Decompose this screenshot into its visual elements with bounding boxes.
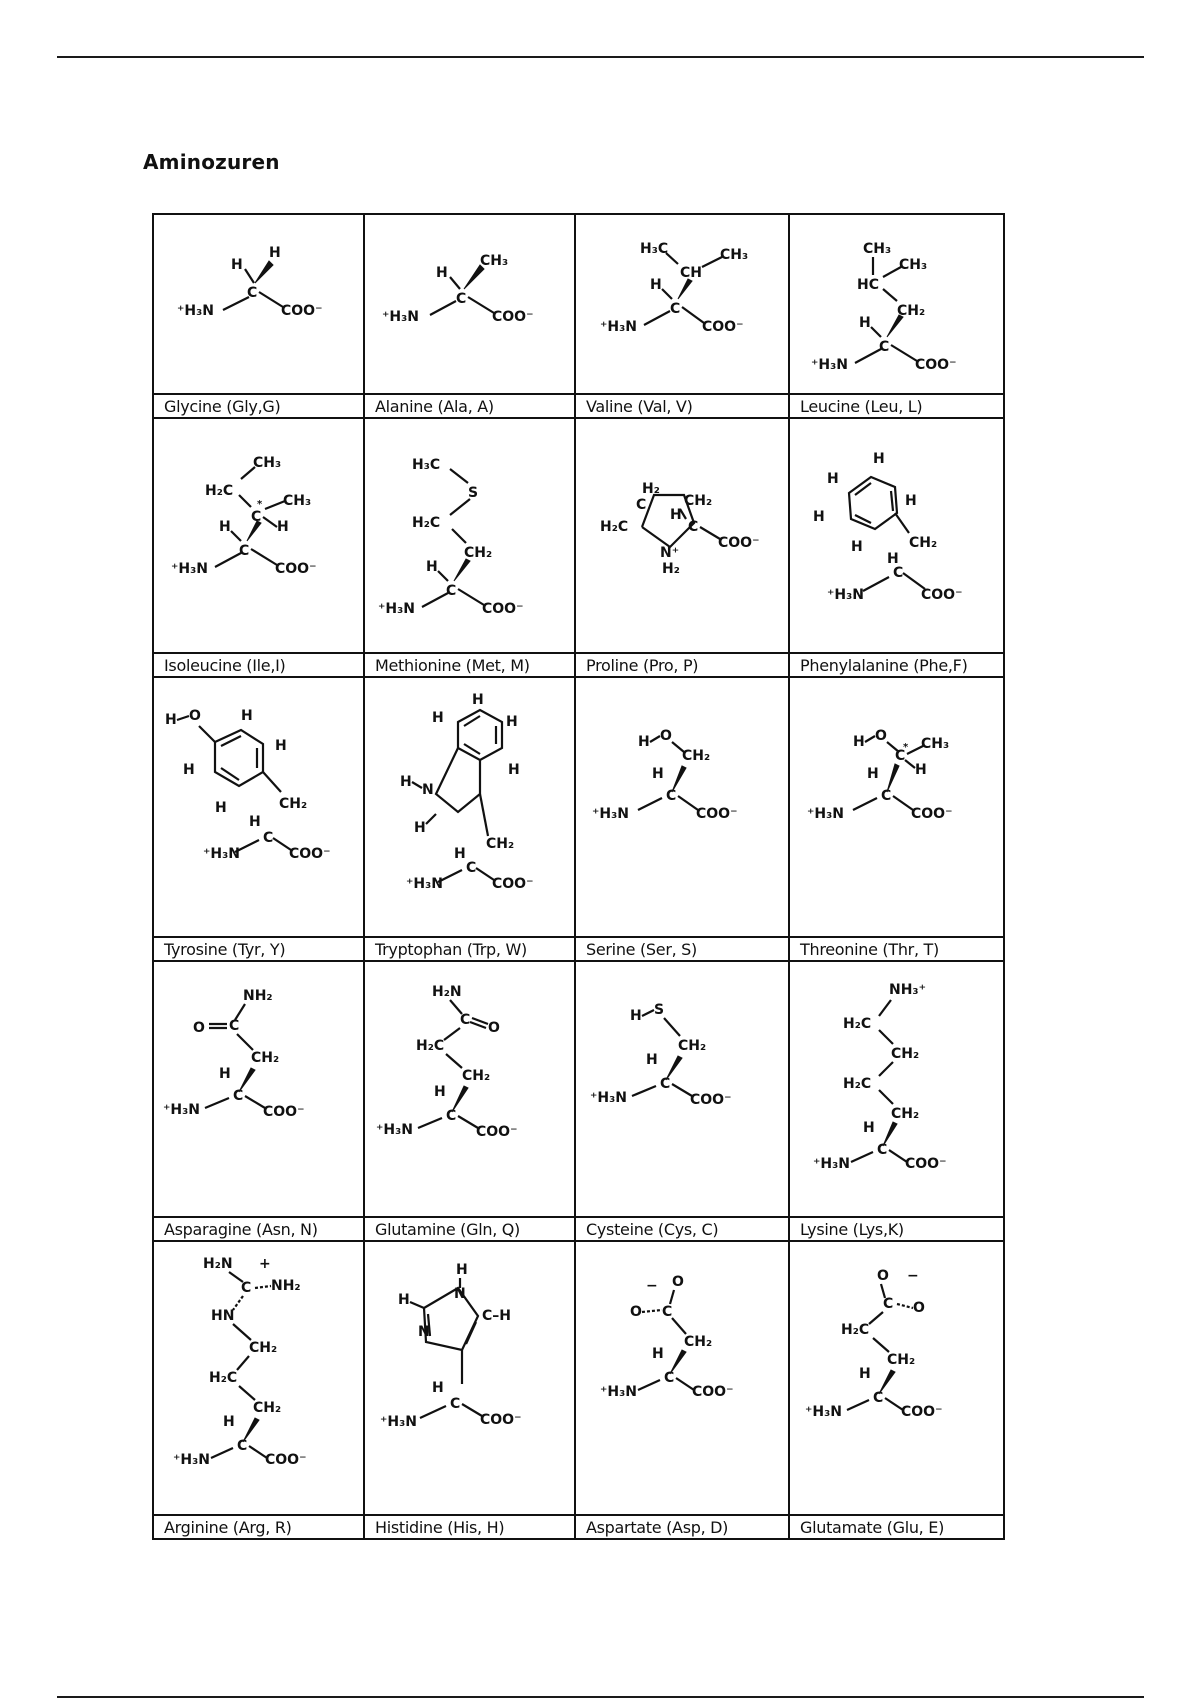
svg-text:CH₂: CH₂ xyxy=(248,1340,277,1356)
svg-text:−: − xyxy=(646,1278,658,1294)
svg-text:H₂C: H₂C xyxy=(842,1076,871,1092)
svg-text:C: C xyxy=(636,497,647,513)
svg-text:C: C xyxy=(880,788,891,804)
svg-text:N: N xyxy=(453,1286,466,1302)
svg-text:CH₂: CH₂ xyxy=(684,1334,713,1350)
amino-acid-table xyxy=(152,213,1005,1540)
svg-text:H: H xyxy=(652,1346,664,1362)
svg-text:⁺H₃N: ⁺H₃N xyxy=(826,587,864,603)
svg-text:COO⁻: COO⁻ xyxy=(718,535,760,551)
structure-glycine xyxy=(153,214,364,394)
label-arginine: Arginine (Arg, R) xyxy=(153,1515,364,1539)
svg-text:C: C xyxy=(236,1438,247,1454)
svg-text:C: C xyxy=(892,565,903,581)
svg-text:COO⁻: COO⁻ xyxy=(690,1092,732,1108)
structure-glutamine xyxy=(364,961,575,1217)
svg-text:C–H: C–H xyxy=(481,1308,511,1324)
svg-text:CH₂: CH₂ xyxy=(278,796,307,812)
page-heading: Aminozuren xyxy=(143,150,280,174)
svg-text:⁺H₃N: ⁺H₃N xyxy=(600,1384,637,1400)
svg-text:H: H xyxy=(652,766,664,782)
svg-text:O: O xyxy=(876,1268,889,1284)
svg-text:H₂C: H₂C xyxy=(415,1038,444,1054)
svg-text:CH₂: CH₂ xyxy=(890,1046,919,1062)
svg-text:CH₃: CH₃ xyxy=(479,253,508,269)
svg-text:⁺H₃N: ⁺H₃N xyxy=(162,1102,200,1118)
svg-text:COO⁻: COO⁻ xyxy=(491,309,533,325)
svg-text:CH₃: CH₃ xyxy=(920,736,949,752)
label-glutamate: Glutamate (Glu, E) xyxy=(789,1515,1004,1539)
svg-text:COO⁻: COO⁻ xyxy=(914,357,956,373)
footer-rule xyxy=(57,1696,1144,1698)
svg-text:COO⁻: COO⁻ xyxy=(274,561,316,577)
svg-text:C: C xyxy=(232,1088,243,1104)
svg-text:CH₂: CH₂ xyxy=(682,748,711,764)
svg-text:N⁺: N⁺ xyxy=(660,545,680,561)
svg-text:H: H xyxy=(425,559,438,575)
svg-text:H: H xyxy=(182,762,195,778)
svg-text:O: O xyxy=(630,1304,642,1320)
svg-text:C: C xyxy=(449,1396,460,1412)
svg-text:CH₂: CH₂ xyxy=(908,535,937,551)
svg-text:H₂C: H₂C xyxy=(204,483,233,499)
svg-text:NH₃⁺: NH₃⁺ xyxy=(888,982,926,998)
svg-text:CH₂: CH₂ xyxy=(896,303,925,319)
svg-text:H: H xyxy=(670,507,682,523)
svg-text:H: H xyxy=(435,265,448,281)
label-threonine: Threonine (Thr, T) xyxy=(789,937,1004,961)
structure-histidine xyxy=(364,1241,575,1515)
svg-text:COO⁻: COO⁻ xyxy=(262,1104,304,1120)
svg-text:COO⁻: COO⁻ xyxy=(481,601,523,617)
svg-text:H: H xyxy=(240,708,253,724)
svg-text:CH₂: CH₂ xyxy=(463,545,492,561)
structure-leucine xyxy=(789,214,1004,394)
label-histidine: Histidine (His, H) xyxy=(364,1515,575,1539)
svg-text:⁺H₃N: ⁺H₃N xyxy=(804,1404,842,1420)
label-proline: Proline (Pro, P) xyxy=(575,653,789,677)
svg-text:⁺H₃N: ⁺H₃N xyxy=(170,561,208,577)
label-isoleucine: Isoleucine (Ile,I) xyxy=(153,653,364,677)
structure-threonine xyxy=(789,677,1004,937)
svg-text:H₂C: H₂C xyxy=(208,1370,237,1386)
svg-text:C: C xyxy=(878,339,889,355)
svg-text:H₂C: H₂C xyxy=(842,1016,871,1032)
structure-tyrosine xyxy=(153,677,364,937)
svg-text:C: C xyxy=(445,1108,456,1124)
svg-text:H: H xyxy=(858,1366,871,1382)
label-alanine: Alanine (Ala, A) xyxy=(364,394,575,418)
svg-text:H: H xyxy=(218,1066,231,1082)
svg-text:O: O xyxy=(672,1274,684,1290)
label-glycine: Glycine (Gly,G) xyxy=(153,394,364,418)
svg-text:H: H xyxy=(886,551,899,567)
structure-phenylalanine xyxy=(789,418,1004,653)
structure-aspartate xyxy=(575,1241,789,1515)
svg-text:COO⁻: COO⁻ xyxy=(910,806,952,822)
svg-text:⁺H₃N: ⁺H₃N xyxy=(377,601,415,617)
svg-text:O: O xyxy=(912,1300,925,1316)
svg-text:COO⁻: COO⁻ xyxy=(702,319,744,335)
svg-text:H: H xyxy=(852,734,865,750)
svg-text:C: C xyxy=(465,860,476,876)
svg-text:H: H xyxy=(650,277,662,293)
svg-text:C: C xyxy=(876,1142,887,1158)
svg-text:CH₂: CH₂ xyxy=(684,493,713,509)
svg-text:⁺H₃N: ⁺H₃N xyxy=(806,806,844,822)
svg-text:C: C xyxy=(246,285,257,301)
structure-methionine xyxy=(364,418,575,653)
svg-text:HC: HC xyxy=(856,277,879,293)
svg-text:⁺H₃N: ⁺H₃N xyxy=(202,846,240,862)
svg-text:H: H xyxy=(276,519,289,535)
svg-text:H₂: H₂ xyxy=(642,481,660,497)
svg-text:C: C xyxy=(228,1018,239,1034)
svg-text:O: O xyxy=(487,1020,500,1036)
svg-text:CH₂: CH₂ xyxy=(461,1068,490,1084)
svg-text:COO⁻: COO⁻ xyxy=(920,587,962,603)
svg-text:⁺H₃N: ⁺H₃N xyxy=(375,1122,413,1138)
svg-text:HN: HN xyxy=(210,1308,234,1324)
svg-text:O: O xyxy=(874,728,887,744)
svg-text:⁺H₃N: ⁺H₃N xyxy=(590,1090,627,1106)
svg-text:H: H xyxy=(268,245,281,261)
svg-text:C: C xyxy=(660,1076,671,1092)
label-serine: Serine (Ser, S) xyxy=(575,937,789,961)
svg-text:H: H xyxy=(826,471,839,487)
svg-text:⁺H₃N: ⁺H₃N xyxy=(172,1452,210,1468)
svg-text:H: H xyxy=(397,1292,410,1308)
svg-text:NH₂: NH₂ xyxy=(270,1278,301,1294)
svg-text:COO⁻: COO⁻ xyxy=(264,1452,306,1468)
svg-text:⁺H₃N: ⁺H₃N xyxy=(812,1156,850,1172)
svg-text:⁺H₃N: ⁺H₃N xyxy=(379,1414,417,1430)
svg-text:COO⁻: COO⁻ xyxy=(479,1412,521,1428)
structure-valine xyxy=(575,214,789,394)
svg-text:H: H xyxy=(431,1380,444,1396)
svg-text:C: C xyxy=(455,291,466,307)
svg-text:COO⁻: COO⁻ xyxy=(904,1156,946,1172)
svg-text:⁺H₃N: ⁺H₃N xyxy=(176,303,214,319)
svg-text:COO⁻: COO⁻ xyxy=(475,1124,517,1140)
svg-text:CH₂: CH₂ xyxy=(678,1038,707,1054)
svg-text:H: H xyxy=(471,692,484,708)
label-aspartate: Aspartate (Asp, D) xyxy=(575,1515,789,1539)
header-rule xyxy=(57,56,1144,58)
svg-text:H₂: H₂ xyxy=(662,561,680,577)
svg-text:CH₃: CH₃ xyxy=(252,455,281,471)
svg-text:H: H xyxy=(453,846,466,862)
svg-text:CH₂: CH₂ xyxy=(252,1400,281,1416)
svg-text:H: H xyxy=(431,710,444,726)
svg-text:H: H xyxy=(164,712,177,728)
label-methionine: Methionine (Met, M) xyxy=(364,653,575,677)
svg-text:CH₂: CH₂ xyxy=(886,1352,915,1368)
svg-text:H: H xyxy=(230,257,243,273)
svg-text:C: C xyxy=(238,543,249,559)
svg-text:N: N xyxy=(417,1324,430,1340)
svg-text:H: H xyxy=(638,734,650,750)
svg-text:H: H xyxy=(850,539,863,555)
svg-text:H: H xyxy=(646,1052,658,1068)
svg-text:−: − xyxy=(906,1268,919,1284)
svg-text:⁺H₃N: ⁺H₃N xyxy=(600,319,637,335)
svg-text:H: H xyxy=(433,1084,446,1100)
structure-alanine xyxy=(364,214,575,394)
svg-text:O: O xyxy=(188,708,201,724)
svg-text:C: C xyxy=(262,830,273,846)
svg-text:COO⁻: COO⁻ xyxy=(692,1384,734,1400)
svg-text:H: H xyxy=(505,714,518,730)
svg-text:C: C xyxy=(445,583,456,599)
svg-text:+: + xyxy=(258,1256,271,1272)
svg-text:⁺H₃N: ⁺H₃N xyxy=(381,309,419,325)
svg-text:H: H xyxy=(904,493,917,509)
svg-text:H: H xyxy=(507,762,520,778)
svg-text:C: C xyxy=(240,1280,251,1296)
svg-text:CH₂: CH₂ xyxy=(890,1106,919,1122)
svg-text:H₂C: H₂C xyxy=(840,1322,869,1338)
label-leucine: Leucine (Leu, L) xyxy=(789,394,1004,418)
svg-text:S: S xyxy=(654,1002,665,1018)
svg-text:H₂N: H₂N xyxy=(431,984,462,1000)
svg-text:C: C xyxy=(688,519,699,535)
label-tryptophan: Tryptophan (Trp, W) xyxy=(364,937,575,961)
svg-text:H: H xyxy=(214,800,227,816)
svg-text:H: H xyxy=(399,774,412,790)
svg-text:H: H xyxy=(812,509,825,525)
svg-text:H₃C: H₃C xyxy=(411,457,440,473)
svg-text:H: H xyxy=(274,738,287,754)
structure-cysteine xyxy=(575,961,789,1217)
svg-text:COO⁻: COO⁻ xyxy=(280,303,322,319)
label-lysine: Lysine (Lys,K) xyxy=(789,1217,1004,1241)
label-cysteine: Cysteine (Cys, C) xyxy=(575,1217,789,1241)
svg-text:CH₂: CH₂ xyxy=(250,1050,279,1066)
svg-text:C: C xyxy=(666,788,677,804)
svg-text:CH₃: CH₃ xyxy=(898,257,927,273)
structure-asparagine xyxy=(153,961,364,1217)
label-glutamine: Glutamine (Gln, Q) xyxy=(364,1217,575,1241)
svg-text:C: C xyxy=(882,1296,893,1312)
svg-text:H: H xyxy=(248,814,261,830)
svg-text:C: C xyxy=(664,1370,675,1386)
svg-text:CH₃: CH₃ xyxy=(720,247,749,263)
label-asparagine: Asparagine (Asn, N) xyxy=(153,1217,364,1241)
svg-text:C: C xyxy=(894,748,905,764)
svg-text:H: H xyxy=(222,1414,235,1430)
svg-text:CH₃: CH₃ xyxy=(282,493,311,509)
svg-text:H: H xyxy=(218,519,231,535)
svg-text:S: S xyxy=(467,485,478,501)
svg-text:H₂C: H₂C xyxy=(411,515,440,531)
svg-text:N: N xyxy=(421,782,434,798)
svg-text:H: H xyxy=(413,820,426,836)
structure-glutamate xyxy=(789,1241,1004,1515)
svg-text:H: H xyxy=(866,766,879,782)
svg-text:⁺H₃N: ⁺H₃N xyxy=(810,357,848,373)
svg-text:H: H xyxy=(872,451,885,467)
label-tyrosine: Tyrosine (Tyr, Y) xyxy=(153,937,364,961)
svg-text:C: C xyxy=(662,1304,673,1320)
svg-text:C: C xyxy=(872,1390,883,1406)
structure-lysine xyxy=(789,961,1004,1217)
svg-text:H: H xyxy=(630,1008,642,1024)
svg-text:COO⁻: COO⁻ xyxy=(696,806,738,822)
structure-arginine xyxy=(153,1241,364,1515)
svg-text:H₂N: H₂N xyxy=(202,1256,233,1272)
svg-text:*: * xyxy=(256,499,262,510)
svg-text:C: C xyxy=(250,509,261,525)
svg-text:*: * xyxy=(902,742,908,753)
svg-text:H: H xyxy=(914,762,927,778)
svg-text:CH: CH xyxy=(680,265,702,281)
svg-text:COO⁻: COO⁻ xyxy=(491,876,533,892)
label-phenylalanine: Phenylalanine (Phe,F) xyxy=(789,653,1004,677)
svg-text:H: H xyxy=(455,1262,468,1278)
svg-text:C: C xyxy=(670,301,681,317)
structure-serine xyxy=(575,677,789,937)
svg-text:⁺H₃N: ⁺H₃N xyxy=(592,806,629,822)
svg-text:C: C xyxy=(459,1012,470,1028)
label-valine: Valine (Val, V) xyxy=(575,394,789,418)
svg-text:COO⁻: COO⁻ xyxy=(900,1404,942,1420)
svg-text:O: O xyxy=(660,728,672,744)
svg-text:O: O xyxy=(192,1020,205,1036)
svg-text:NH₂: NH₂ xyxy=(242,988,273,1004)
svg-text:CH₂: CH₂ xyxy=(485,836,514,852)
svg-text:CH₃: CH₃ xyxy=(862,241,891,257)
svg-text:H: H xyxy=(862,1120,875,1136)
svg-text:⁺H₃N: ⁺H₃N xyxy=(405,876,443,892)
structure-isoleucine xyxy=(153,418,364,653)
structure-tryptophan xyxy=(364,677,575,937)
structure-proline xyxy=(575,418,789,653)
svg-text:H: H xyxy=(858,315,871,331)
svg-text:COO⁻: COO⁻ xyxy=(288,846,330,862)
svg-text:H₃C: H₃C xyxy=(640,241,669,257)
svg-text:H₂C: H₂C xyxy=(600,519,629,535)
